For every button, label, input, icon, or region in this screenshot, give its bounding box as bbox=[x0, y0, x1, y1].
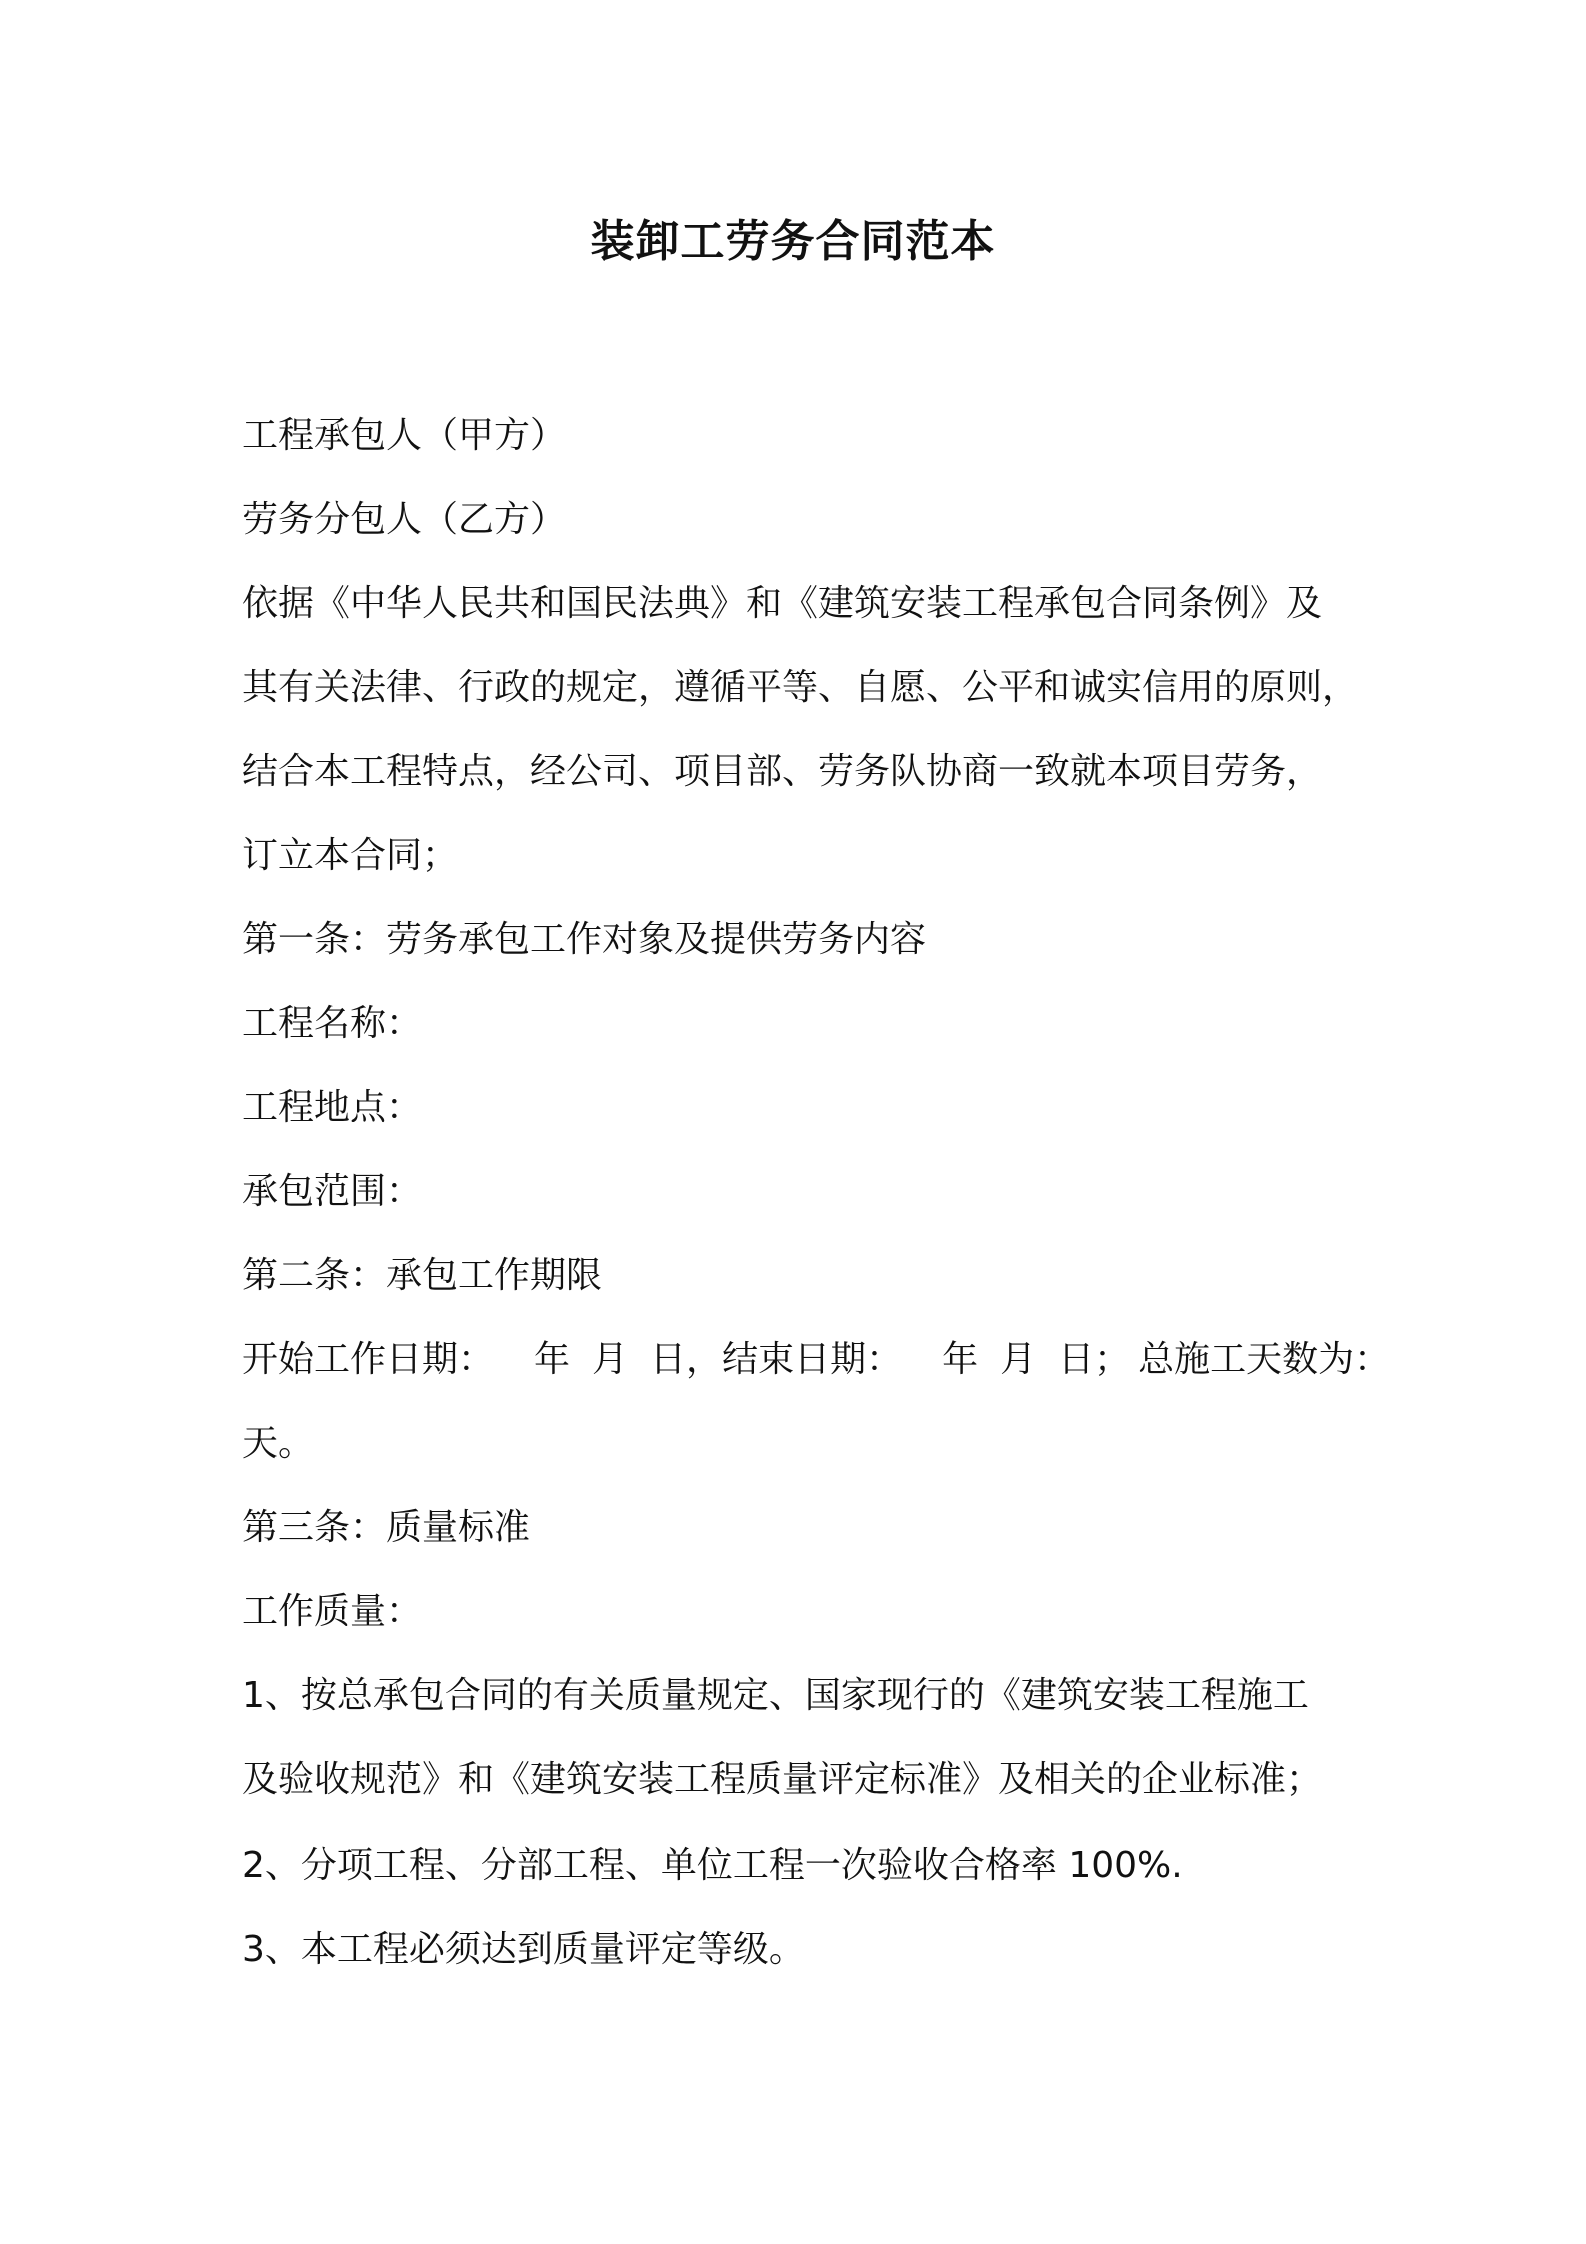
project-location-label: 工程地点： bbox=[242, 1087, 423, 1128]
quality-item-2: 2、分项工程、分部工程、单位工程一次验收合格率 100%. bbox=[242, 1845, 1183, 1886]
total-days-label: 总施工天数为： bbox=[1138, 1339, 1391, 1380]
quality-item-1-line-2: 及验收规范》和《建筑安装工程质量评定标准》及相关的企业标准； bbox=[242, 1759, 1323, 1800]
contract-scope-label: 承包范围： bbox=[242, 1171, 423, 1212]
preamble-line-3: 结合本工程特点，经公司、项目部、劳务队协商一致就本项目劳务， bbox=[242, 751, 1323, 792]
party-a-label: 工程承包人（甲方） bbox=[242, 415, 567, 456]
preamble-line-4: 订立本合同； bbox=[242, 835, 459, 876]
quality-item-3: 3、本工程必须达到质量评定等级。 bbox=[242, 1929, 805, 1970]
start-date-label: 开始工作日期： bbox=[242, 1339, 495, 1380]
document-title: 装卸工劳务合同范本 bbox=[590, 216, 996, 267]
article-3-heading: 第三条：质量标准 bbox=[242, 1507, 531, 1548]
party-b-label: 劳务分包人（乙方） bbox=[242, 499, 567, 540]
end-year-unit: 年 bbox=[942, 1339, 979, 1380]
work-quality-label: 工作质量： bbox=[242, 1591, 423, 1632]
start-year-unit: 年 bbox=[534, 1339, 571, 1380]
preamble-line-2: 其有关法律、行政的规定，遵循平等、自愿、公平和诚实信用的原则， bbox=[242, 667, 1359, 708]
end-month-unit: 月 bbox=[1000, 1339, 1037, 1380]
quality-item-1-line-1: 1、按总承包合同的有关质量规定、国家现行的《建筑安装工程施工 bbox=[242, 1675, 1309, 1716]
end-day-unit: 日； bbox=[1058, 1339, 1131, 1380]
days-unit: 天。 bbox=[242, 1423, 315, 1464]
start-day-unit: 日， bbox=[650, 1339, 723, 1380]
project-name-label: 工程名称： bbox=[242, 1003, 423, 1044]
work-period-line bbox=[242, 1336, 1390, 1384]
start-month-unit: 月 bbox=[592, 1339, 629, 1380]
end-date-label: 结束日期： bbox=[722, 1339, 903, 1380]
article-2-heading: 第二条：承包工作期限 bbox=[242, 1255, 603, 1296]
article-1-heading: 第一条：劳务承包工作对象及提供劳务内容 bbox=[242, 919, 927, 960]
preamble-line-1: 依据《中华人民共和国民法典》和《建筑安装工程承包合同条例》及 bbox=[242, 583, 1323, 624]
